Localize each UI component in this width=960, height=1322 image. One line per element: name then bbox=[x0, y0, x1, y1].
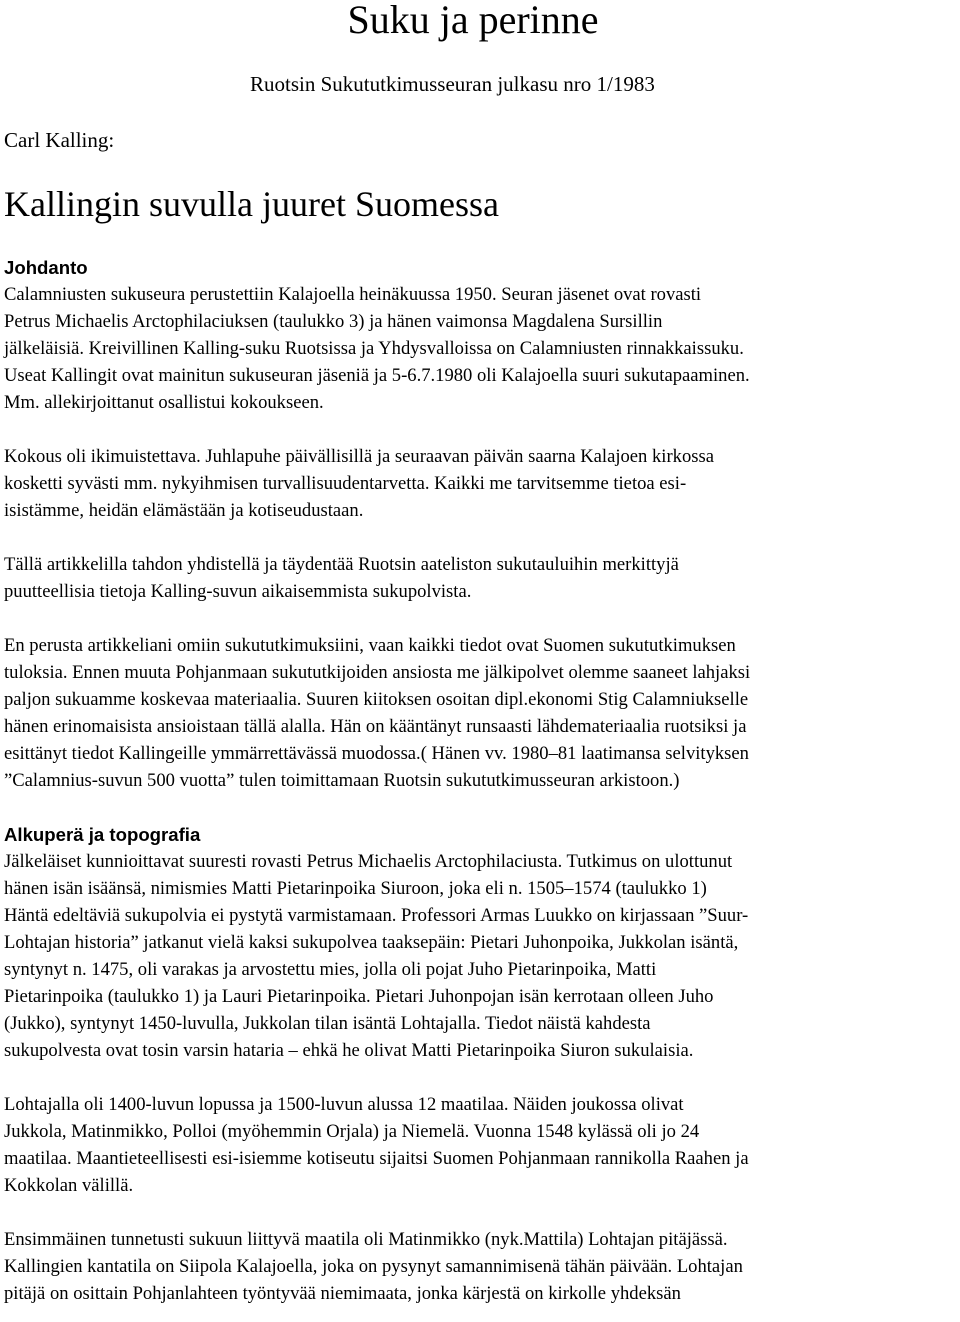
text-line: isistämme, heidän elämästään ja kotiseudustaan. bbox=[4, 500, 364, 521]
text-line: Mm. allekirjoittanut osallistui kokoukseen. bbox=[4, 392, 324, 413]
text-line: Petrus Michaelis Arctophilaciuksen (taulukko 3) ja hänen vaimonsa Magdalena Sursillin bbox=[4, 311, 663, 332]
paragraph bbox=[4, 1091, 958, 1199]
text-line: Häntä edeltäviä sukupolvia ei pystytä varmistamaan. Professori Armas Luukko on kirjassaan ”Suur- bbox=[4, 905, 749, 926]
paragraph bbox=[4, 1226, 958, 1307]
paragraph bbox=[4, 632, 958, 794]
text-line: Lohtajalla oli 1400-luvun lopussa ja 1500-luvun alussa 12 maatilaa. Näiden joukossa olivat bbox=[4, 1094, 684, 1115]
text-line: tuloksia. Ennen muuta Pohjanmaan sukututkijoiden ansiosta me jälkipolvet olemme saaneet lahjaksi bbox=[4, 662, 751, 683]
section-heading-intro: Johdanto bbox=[4, 257, 88, 278]
publication-info: Ruotsin Sukututkimusseuran julkasu nro 1/1983 bbox=[250, 72, 655, 96]
text-line: maatilaa. Maantieteellisesti esi-isiemme kotiseutu sijaitsi Suomen Pohjanmaan rannikolla Raahen ja bbox=[4, 1148, 749, 1169]
article-title: Kallingin suvulla juuret Suomessa bbox=[4, 184, 499, 224]
text-line: jälkeläisiä. Kreivillinen Kalling-suku Ruotsissa ja Yhdysvalloissa on Calamniusten rinnakkaissuku. bbox=[4, 338, 744, 359]
text-line: ”Calamnius-suvun 500 vuotta” tulen toimittamaan Ruotsin sukututkimusseuran arkistoon.) bbox=[4, 770, 680, 791]
paragraph bbox=[4, 551, 958, 605]
paragraph bbox=[4, 848, 958, 1064]
text-line: pitäjä on osittain Pohjanlahteen työntyvää niemimaata, jonka kärjestä on kirkolle yhdeksän bbox=[4, 1283, 681, 1304]
text-line: hänen isän isäänsä, nimismies Matti Pietarinpoika Siuroon, joka eli n. 1505–1574 (taulukko 1) bbox=[4, 878, 707, 899]
article-body bbox=[4, 254, 958, 1307]
text-line: puutteellisia tietoja Kalling-suvun aikaisemmista sukupolvista. bbox=[4, 581, 472, 602]
text-line: sukupolvesta ovat tosin varsin hataria – ehkä he olivat Matti Pietarinpoika Siuron sukulaisia. bbox=[4, 1040, 694, 1061]
text-line: Lohtajan historia” jatkanut vielä kaksi sukupolvea taaksepäin: Pietari Juhonpoika, Jukkolan isäntä, bbox=[4, 932, 739, 953]
text-line: Jälkeläiset kunnioittavat suuresti rovasti Petrus Michaelis Arctophilaciusta. Tutkimus on ulottunut bbox=[4, 851, 733, 872]
journal-title bbox=[0, 0, 960, 42]
text-line: Calamniusten sukuseura perustettiin Kalajoella heinäkuussa 1950. Seuran jäsenet ovat rovasti bbox=[4, 284, 702, 305]
text-line: (Jukko), syntynyt 1450-luvulla, Jukkolan tilan isäntä Lohtajalla. Tiedot näistä kahdesta bbox=[4, 1013, 651, 1034]
paragraph bbox=[4, 281, 958, 416]
text-line: Tällä artikkelilla tahdon yhdistellä ja täydentää Ruotsin aateliston sukutauluihin merkittyjä bbox=[4, 554, 679, 575]
text-line: esittänyt tiedot Kallingeille ymmärrettävässä muodossa.( Hänen vv. 1980–81 laatimansa selvityksen bbox=[4, 743, 749, 764]
text-line: paljon sukuamme koskevaa materiaalia. Suuren kiitoksen osoitan dipl.ekonomi Stig Calamniukselle bbox=[4, 689, 749, 710]
journal-title-text: Suku ja perinne bbox=[347, 0, 599, 42]
text-line: kosketti syvästi mm. nykyihmisen turvallisuudentarvetta. Kaikki me tarvitsemme tietoa esi- bbox=[4, 473, 687, 494]
text-line: Pietarinpoika (taulukko 1) ja Lauri Pietarinpoika. Pietari Juhonpojan isän kerrotaan olleen Juho bbox=[4, 986, 714, 1007]
text-line: Jukkola, Matinmikko, Polloi (myöhemmin Orjala) ja Niemelä. Vuonna 1548 kylässä oli jo 24 bbox=[4, 1121, 700, 1142]
text-line: Useat Kallingit ovat mainitun sukuseuran jäseniä ja 5-6.7.1980 oli Kalajoella suuri sukutapaaminen. bbox=[4, 365, 750, 386]
text-line: Kallingien kantatila on Siipola Kalajoella, joka on pysynyt samannimisenä tähän päivään. Lohtajan bbox=[4, 1256, 743, 1277]
text-line: syntynyt n. 1475, oli varakas ja arvostettu mies, jolla oli pojat Juho Pietarinpoika, Matti bbox=[4, 959, 657, 980]
text-line: En perusta artikkeliani omiin sukututkimuksiini, vaan kaikki tiedot ovat Suomen sukututkimuksen bbox=[4, 635, 736, 656]
text-line: Kokkolan välillä. bbox=[4, 1175, 134, 1196]
text-line: Ensimmäinen tunnetusti sukuun liittyvä maatila oli Matinmikko (nyk.Mattila) Lohtajan pitäjässä. bbox=[4, 1229, 728, 1250]
text-line: hänen erinomaisista ansioistaan tällä alalla. Hän on kääntänyt runsaasti lähdemateriaalia ruotsiksi ja bbox=[4, 716, 747, 737]
section-heading-origin: Alkuperä ja topografia bbox=[4, 824, 201, 845]
paragraph bbox=[4, 443, 958, 524]
text-line: Kokous oli ikimuistettava. Juhlapuhe päivällisillä ja seuraavan päivän saarna Kalajoen kirkossa bbox=[4, 446, 714, 467]
author-name: Carl Kalling: bbox=[4, 128, 115, 152]
